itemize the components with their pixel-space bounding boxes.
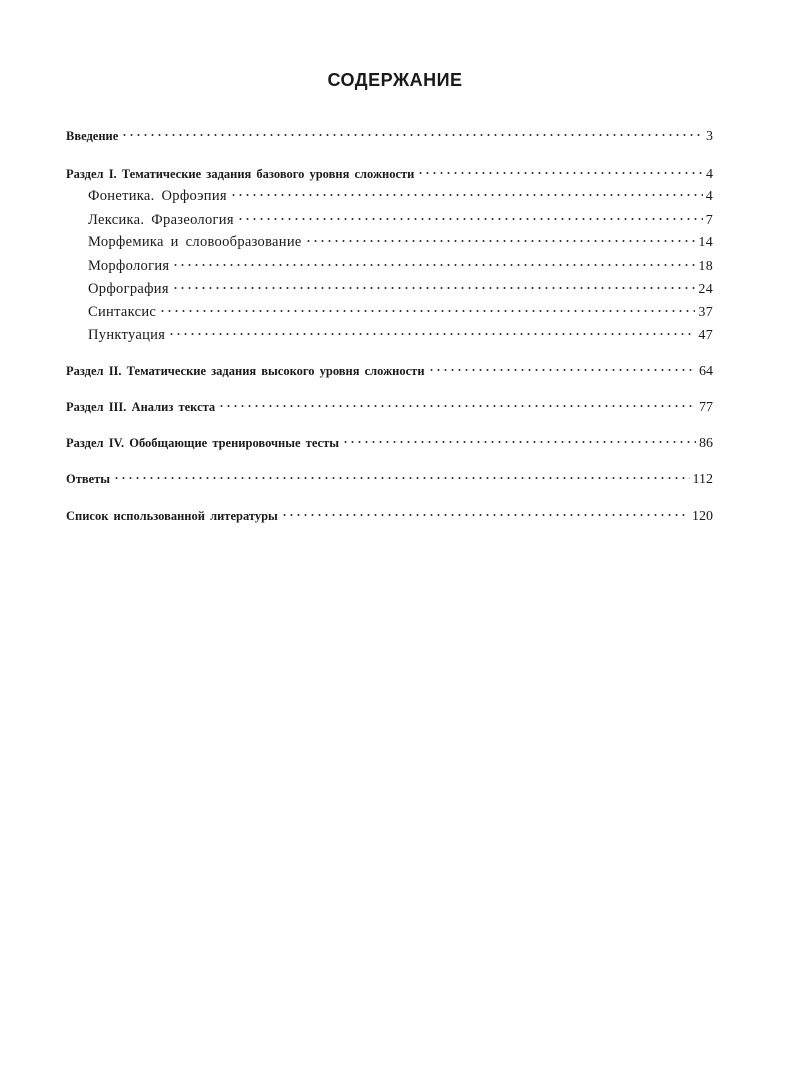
toc-page-number: 37 bbox=[698, 305, 713, 320]
toc-entry-answers[interactable] bbox=[66, 468, 713, 490]
toc-entry-section-4[interactable] bbox=[66, 432, 713, 454]
toc-page-number: 3 bbox=[706, 129, 713, 144]
toc-entry-references[interactable] bbox=[66, 505, 713, 527]
dot-leader bbox=[342, 441, 696, 443]
toc-entry-label: Список использованной литературы bbox=[66, 509, 278, 523]
toc-entry-punctuation[interactable] bbox=[66, 324, 713, 346]
toc-entry-label: Пунктуация bbox=[88, 327, 166, 343]
toc-entry-section-2[interactable] bbox=[66, 360, 713, 382]
toc-entry-introduction[interactable] bbox=[66, 125, 713, 147]
toc-page-number: 7 bbox=[705, 213, 713, 228]
dot-leader bbox=[417, 172, 703, 174]
toc-page-number: 14 bbox=[698, 235, 713, 250]
toc-entry-label: Введение bbox=[66, 129, 119, 143]
toc-entry-phonetics[interactable] bbox=[66, 185, 713, 207]
toc-page-number: 4 bbox=[705, 189, 713, 204]
toc-entry-label: Раздел I. Тематические задания базового уровня сложности bbox=[66, 167, 415, 181]
toc-page-number: 86 bbox=[699, 436, 713, 451]
toc-entry-lexicon[interactable] bbox=[66, 209, 713, 231]
page-title: СОДЕРЖАНИЕ bbox=[327, 70, 463, 90]
toc-page-number: 47 bbox=[698, 328, 713, 343]
dot-leader bbox=[121, 134, 703, 136]
dot-leader bbox=[281, 514, 689, 516]
toc-entry-label: Фонетика. Орфоэпия bbox=[88, 188, 227, 204]
toc-entry-orthography[interactable] bbox=[66, 278, 713, 300]
toc-page-number: 112 bbox=[692, 472, 713, 487]
toc-entry-label: Лексика. Фразеология bbox=[88, 212, 234, 228]
toc-entry-label: Синтаксис bbox=[88, 304, 157, 320]
toc-entry-label: Ответы bbox=[66, 472, 111, 486]
dot-leader bbox=[172, 287, 696, 289]
toc-entry-label: Морфемика и словообразование bbox=[88, 234, 302, 250]
toc-entry-morphemics[interactable] bbox=[66, 231, 713, 253]
dot-leader bbox=[168, 333, 695, 335]
dot-leader bbox=[305, 240, 696, 242]
toc-entry-label: Раздел IV. Обобщающие тренировочные тесты bbox=[66, 436, 339, 450]
toc-page-number: 4 bbox=[706, 167, 713, 182]
toc-entry-label: Раздел II. Тематические задания высокого уровня сложности bbox=[66, 364, 425, 378]
dot-leader bbox=[113, 477, 689, 479]
toc-entry-label: Орфография bbox=[88, 281, 169, 297]
toc-page-number: 24 bbox=[698, 282, 713, 297]
toc-page-number: 120 bbox=[692, 509, 713, 524]
toc-page-number: 18 bbox=[698, 259, 713, 274]
dot-leader bbox=[159, 310, 695, 312]
dot-leader bbox=[237, 218, 703, 220]
toc-entry-syntax[interactable] bbox=[66, 301, 713, 323]
toc-entry-morphology[interactable] bbox=[66, 255, 713, 277]
dot-leader bbox=[428, 369, 696, 371]
toc-entry-label: Морфология bbox=[88, 258, 170, 274]
toc-entry-section-3[interactable] bbox=[66, 396, 713, 418]
toc-entry-section-1[interactable] bbox=[66, 163, 713, 185]
dot-leader bbox=[230, 194, 703, 196]
toc-page-number: 64 bbox=[699, 364, 713, 379]
toc-entry-label: Раздел III. Анализ текста bbox=[66, 400, 216, 414]
dot-leader bbox=[218, 405, 696, 407]
toc-page-number: 77 bbox=[699, 400, 713, 415]
dot-leader bbox=[172, 264, 695, 266]
